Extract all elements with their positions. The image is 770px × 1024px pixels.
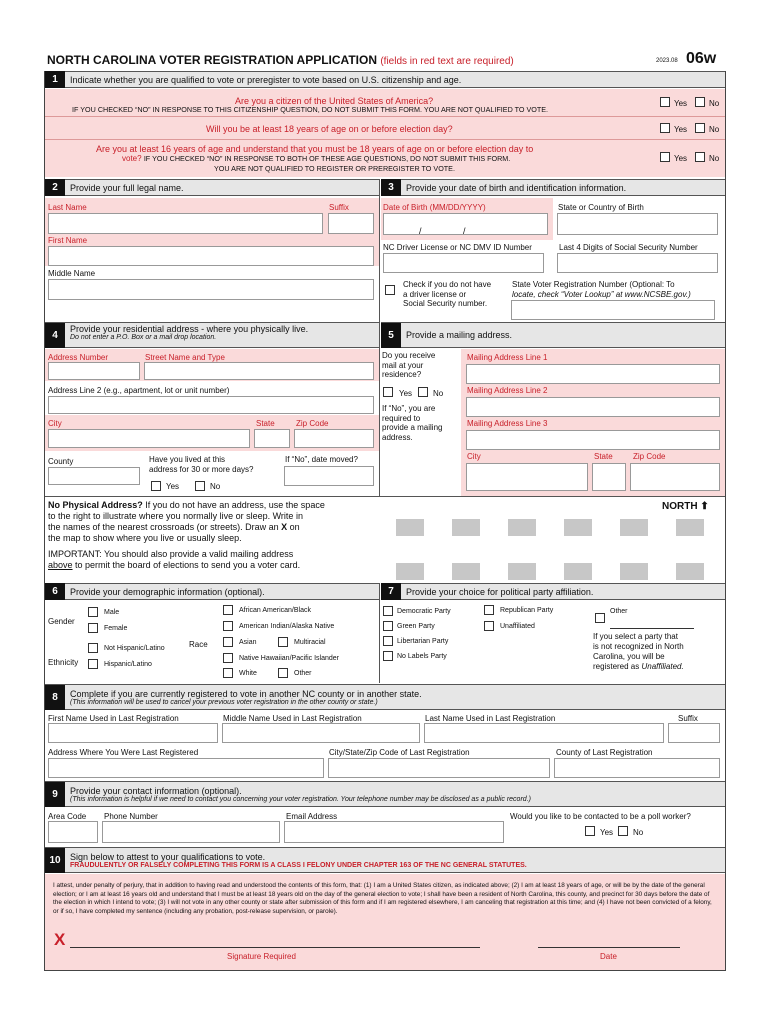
map-block bbox=[620, 519, 648, 536]
no-id-checkbox[interactable] bbox=[385, 285, 395, 295]
other-race-checkbox[interactable] bbox=[278, 668, 288, 678]
first-name-input[interactable] bbox=[48, 246, 374, 266]
other-party-label: Other bbox=[610, 608, 628, 615]
no-labels-label: No Labels Party bbox=[397, 653, 447, 660]
north-label: NORTH bbox=[662, 501, 698, 512]
hispanic-checkbox[interactable] bbox=[88, 659, 98, 669]
section-4-number: 4 bbox=[45, 323, 65, 348]
important-text-1: IMPORTANT: You should also provide a valid mailing address bbox=[48, 549, 294, 559]
not-hispanic-checkbox[interactable] bbox=[88, 643, 98, 653]
democratic-label: Democratic Party bbox=[397, 608, 451, 615]
mail-line3-label: Mailing Address Line 3 bbox=[467, 419, 548, 428]
mail-line2-label: Mailing Address Line 2 bbox=[467, 386, 548, 395]
moved-date-input[interactable] bbox=[284, 466, 374, 486]
no-address-heading: No Physical Address? bbox=[48, 500, 143, 510]
no-label: No bbox=[633, 828, 644, 837]
form-version: 2023.08 bbox=[656, 58, 678, 64]
phone-input[interactable] bbox=[102, 821, 280, 843]
prev-last-label: Last Name Used in Last Registration bbox=[425, 714, 556, 723]
x-mark-text: X bbox=[281, 522, 288, 532]
date-label: Date bbox=[600, 952, 617, 961]
voter-number-input[interactable] bbox=[511, 300, 715, 320]
yes-label: Yes bbox=[600, 828, 614, 837]
poll-no-checkbox[interactable] bbox=[618, 826, 628, 836]
county-label: County bbox=[48, 457, 74, 466]
section-6-header bbox=[45, 583, 379, 600]
section-5-title: Provide a mailing address. bbox=[406, 330, 513, 340]
suffix-label: Suffix bbox=[329, 203, 349, 212]
no-label: No bbox=[210, 482, 221, 491]
prev-middle-input[interactable] bbox=[222, 723, 420, 743]
section-1-header bbox=[45, 71, 725, 88]
signature-line[interactable] bbox=[70, 947, 480, 948]
age16-yes-checkbox[interactable] bbox=[660, 152, 670, 162]
section-3-number: 3 bbox=[381, 179, 401, 196]
divider bbox=[45, 116, 725, 117]
section-7-header bbox=[381, 583, 725, 600]
state-label: State bbox=[256, 419, 275, 428]
female-label: Female bbox=[104, 625, 128, 632]
citizen-note: IF YOU CHECKED “NO” IN RESPONSE TO THIS CITIZENSHIP QUESTION, DO NOT SUBMIT THIS FORM. YOU ARE NOT QUALIFIED TO VOTE. bbox=[72, 105, 549, 114]
prev-last-input[interactable] bbox=[424, 723, 664, 743]
republican-label: Republican Party bbox=[500, 607, 554, 614]
section-3-title: Provide your date of birth and identification information. bbox=[406, 182, 627, 193]
black-checkbox[interactable] bbox=[223, 605, 233, 615]
section-3-header bbox=[381, 179, 725, 196]
license-input[interactable] bbox=[383, 253, 544, 273]
mail-city-label: City bbox=[467, 452, 481, 461]
lived-question-1: Have you lived at this bbox=[149, 455, 226, 464]
section-2-number: 2 bbox=[45, 179, 65, 196]
phone-label: Phone Number bbox=[104, 812, 158, 821]
age16-no-checkbox[interactable] bbox=[695, 152, 705, 162]
section-9-header bbox=[45, 781, 725, 807]
last-name-label: Last Name bbox=[48, 203, 87, 212]
last-name-input[interactable] bbox=[48, 213, 323, 234]
yes-label: Yes bbox=[674, 154, 688, 163]
felony-warning: FRAUDULENTLY OR FALSELY COMPLETING THIS FORM IS A CLASS I FELONY UNDER CHAPTER 163 OF THE NC GENERAL STATUTES. bbox=[70, 861, 527, 869]
lived-question-2: address for 30 or more days? bbox=[149, 464, 254, 474]
birth-state-label: State or Country of Birth bbox=[558, 203, 644, 212]
section-4-subtitle: Do not enter a P.O. Box or a mail drop location. bbox=[70, 334, 217, 341]
moved-date-label: If “No”, date moved? bbox=[285, 455, 358, 464]
map-block bbox=[508, 563, 536, 580]
party-note-1: If you select a party that bbox=[593, 632, 678, 641]
map-block bbox=[676, 519, 704, 536]
lived-yes-checkbox[interactable] bbox=[151, 481, 161, 491]
section-5-number: 5 bbox=[381, 323, 401, 348]
multiracial-checkbox[interactable] bbox=[278, 637, 288, 647]
black-label: African American/Black bbox=[239, 607, 311, 614]
section-4-header bbox=[45, 322, 379, 348]
address-line2-input[interactable] bbox=[48, 396, 374, 414]
prev-first-input[interactable] bbox=[48, 723, 218, 743]
mail-note-1: If “No”, you are bbox=[382, 404, 436, 413]
democratic-checkbox[interactable] bbox=[383, 606, 393, 616]
zip-label: Zip Code bbox=[296, 419, 329, 428]
section-1-title: Indicate whether you are qualified to vote or preregister to vote based on U.S. citizenship and age. bbox=[70, 74, 462, 85]
citizen-yes-checkbox[interactable] bbox=[660, 97, 670, 107]
county-input[interactable] bbox=[48, 467, 140, 485]
email-input[interactable] bbox=[284, 821, 504, 843]
yes-label: Yes bbox=[166, 482, 180, 491]
dob-slash: / bbox=[463, 226, 466, 236]
mail-line2-input[interactable] bbox=[466, 397, 720, 417]
prev-address-input[interactable] bbox=[48, 758, 324, 778]
map-block bbox=[396, 563, 424, 580]
no-id-text-1: Check if you do not have bbox=[403, 280, 492, 289]
ethnicity-label: Ethnicity bbox=[48, 658, 79, 667]
divider bbox=[45, 496, 725, 497]
asian-checkbox[interactable] bbox=[223, 637, 233, 647]
mail-yes-checkbox[interactable] bbox=[383, 387, 393, 397]
first-name-label: First Name bbox=[48, 236, 88, 245]
no-labels-checkbox[interactable] bbox=[383, 651, 393, 661]
age16-question: Are you at least 16 years of age and understand that you must be 18 years of age on or before election day to bbox=[96, 144, 534, 154]
libertarian-checkbox[interactable] bbox=[383, 636, 393, 646]
green-label: Green Party bbox=[397, 623, 435, 630]
age18-question: Will you be at least 18 years of age on or before election day? bbox=[206, 124, 453, 134]
native-label: American Indian/Alaska Native bbox=[239, 623, 335, 630]
section-8-number: 8 bbox=[45, 685, 65, 710]
hawaiian-checkbox[interactable] bbox=[223, 653, 233, 663]
party-note-4: registered as bbox=[593, 662, 642, 671]
mail-note-3: provide a mailing bbox=[382, 423, 443, 432]
white-label: White bbox=[239, 670, 257, 677]
unaffiliated-checkbox[interactable] bbox=[484, 621, 494, 631]
zip-input[interactable] bbox=[294, 429, 374, 448]
no-address-text-2: to the right to illustrate where you normally live or sleep. Write in bbox=[48, 511, 303, 521]
divider bbox=[379, 583, 380, 683]
map-block bbox=[508, 519, 536, 536]
citizen-no-checkbox[interactable] bbox=[695, 97, 705, 107]
section-10-title: Sign below to attest to your qualifications to vote. bbox=[70, 851, 266, 862]
mail-note-2: required to bbox=[382, 413, 421, 423]
native-checkbox[interactable] bbox=[223, 621, 233, 631]
prev-suffix-label: Suffix bbox=[678, 714, 698, 723]
mail-question-1: Do you receive bbox=[382, 351, 436, 360]
address-line2-label: Address Line 2 (e.g., apartment, lot or unit number) bbox=[48, 386, 230, 395]
voter-number-label-2: locate, check “Voter Lookup” at www.NCSBE.gov.) bbox=[512, 289, 691, 299]
mail-city-input[interactable] bbox=[466, 463, 588, 491]
section-4-title: Provide your residential address - where you physically live. bbox=[70, 324, 309, 334]
hawaiian-label: Native Hawaiian/Pacific Islander bbox=[239, 655, 339, 662]
no-label: No bbox=[709, 99, 720, 108]
form-title bbox=[47, 53, 514, 67]
prev-suffix-input[interactable] bbox=[668, 723, 720, 743]
divider bbox=[379, 322, 380, 496]
age-note-2: YOU ARE NOT QUALIFIED TO REGISTER OR PREREGISTER TO VOTE. bbox=[214, 164, 455, 173]
no-label: No bbox=[433, 389, 444, 398]
map-block bbox=[452, 519, 480, 536]
dob-label: Date of Birth (MM/DD/YYYY) bbox=[383, 203, 486, 212]
section-9-title: Provide your contact information (optional). bbox=[70, 785, 242, 796]
mail-zip-input[interactable] bbox=[630, 463, 720, 491]
map-block bbox=[452, 563, 480, 580]
race-label: Race bbox=[189, 640, 208, 649]
section-8-subtitle: (This information will be used to cancel your previous voter registration in the other county or state.) bbox=[70, 698, 378, 706]
mail-question-2: mail at your bbox=[382, 360, 424, 370]
lived-no-checkbox[interactable] bbox=[195, 481, 205, 491]
title-text: NORTH CAROLINA VOTER REGISTRATION APPLICATION bbox=[47, 53, 377, 67]
mail-line3-input[interactable] bbox=[466, 430, 720, 450]
section-6-title: Provide your demographic information (optional). bbox=[70, 586, 265, 597]
section-2-title: Provide your full legal name. bbox=[70, 182, 184, 193]
ssn-label: Last 4 Digits of Social Security Number bbox=[559, 243, 698, 252]
section-9-subtitle: (This information is helpful if we need to contact you concerning your voter registration. Your telephone number may be disclosed as a public record.) bbox=[70, 795, 531, 803]
age18-yes-checkbox[interactable] bbox=[660, 123, 670, 133]
map-block bbox=[676, 563, 704, 580]
no-address-text-1: If you do not have an address, use the space bbox=[142, 500, 325, 510]
citizen-question: Are you a citizen of the United States of America? bbox=[235, 96, 434, 106]
mail-zip-label: Zip Code bbox=[633, 452, 666, 461]
birth-state-input[interactable] bbox=[557, 213, 718, 235]
poll-yes-checkbox[interactable] bbox=[585, 826, 595, 836]
libertarian-label: Libertarian Party bbox=[397, 638, 449, 645]
white-checkbox[interactable] bbox=[223, 668, 233, 678]
section-7-title: Provide your choice for political party affiliation. bbox=[406, 586, 594, 597]
section-8-header bbox=[45, 684, 725, 710]
map-block bbox=[564, 563, 592, 580]
form-code: 06w bbox=[686, 50, 717, 67]
no-address-text-4: the map to show where you live or usually sleep. bbox=[48, 533, 242, 543]
state-input[interactable] bbox=[254, 429, 290, 448]
street-input[interactable] bbox=[144, 362, 374, 380]
age18-no-checkbox[interactable] bbox=[695, 123, 705, 133]
suffix-input[interactable] bbox=[328, 213, 374, 234]
other-party-input[interactable] bbox=[610, 628, 694, 629]
no-label: No bbox=[709, 154, 720, 163]
mail-note-4: address. bbox=[382, 432, 413, 442]
section-5-header bbox=[381, 322, 725, 348]
age-note-1: IF YOU CHECKED “NO” IN RESPONSE TO BOTH OF THESE AGE QUESTIONS, DO NOT SUBMIT THIS FORM. bbox=[143, 154, 511, 163]
section-6-number: 6 bbox=[45, 583, 65, 600]
important-text-2: to permit the board of elections to send you a voter card. bbox=[72, 560, 301, 570]
party-note-2: is not recognized in North bbox=[593, 642, 684, 651]
section-2-header bbox=[45, 179, 379, 196]
signature-x-mark: X bbox=[54, 930, 66, 949]
prev-county-label: County of Last Registration bbox=[556, 748, 653, 757]
map-block bbox=[564, 519, 592, 536]
not-hispanic-label: Not Hispanic/Latino bbox=[104, 645, 165, 652]
prev-middle-label: Middle Name Used in Last Registration bbox=[223, 714, 362, 723]
mail-line1-label: Mailing Address Line 1 bbox=[467, 353, 548, 362]
hispanic-label: Hispanic/Latino bbox=[104, 661, 152, 668]
yes-label: Yes bbox=[674, 125, 688, 134]
prev-county-input[interactable] bbox=[554, 758, 720, 778]
yes-label: Yes bbox=[674, 99, 688, 108]
other-race-label: Other bbox=[294, 670, 312, 677]
prev-csz-label: City/State/Zip Code of Last Registration bbox=[329, 748, 470, 757]
email-label: Email Address bbox=[286, 812, 338, 821]
address-number-label: Address Number bbox=[48, 353, 109, 362]
male-label: Male bbox=[104, 609, 120, 616]
mail-state-input[interactable] bbox=[592, 463, 626, 491]
attestation-text: I attest, under penalty of perjury, that in addition to having read and understood the contents of this form, that: (1) I am a United States citizen, as indicated above; (2) I am at least 18 years of age, or will be by the date of the general election; or I am at least 16 years old and understand that I must be at least 18 years old on the day of the general election to vote; I shall have been a resident of North Carolina, this county, and precinct for 30 days before the date of the election in which I intend to vote; (3) I will not vote in any other county or state after submission of this form and if I am registered elsewhere, I am canceling that registration at this time; and (4) I have not been convicted of a felony, or if so, I have completed my sentence (including any probation, post-release supervision, or parole). bbox=[53, 882, 712, 915]
license-label: NC Driver License or NC DMV ID Number bbox=[383, 243, 532, 252]
mail-state-label: State bbox=[594, 452, 613, 461]
divider bbox=[45, 139, 725, 140]
ssn-input[interactable] bbox=[557, 253, 718, 273]
north-indicator bbox=[662, 501, 709, 512]
area-code-label: Area Code bbox=[48, 812, 87, 821]
asian-label: Asian bbox=[239, 639, 257, 646]
voter-number-label-1: State Voter Registration Number (Optional: To bbox=[512, 280, 675, 289]
area-code-input[interactable] bbox=[48, 821, 98, 843]
section-8-title: Complete if you are currently registered to vote in another NC county or in another state. bbox=[70, 688, 422, 699]
required-note: (fields in red text are required) bbox=[380, 56, 514, 67]
map-block bbox=[620, 563, 648, 580]
city-input[interactable] bbox=[48, 429, 250, 448]
poll-worker-question: Would you like to be contacted to be a poll worker? bbox=[510, 812, 691, 821]
divider bbox=[379, 179, 380, 322]
street-label: Street Name and Type bbox=[145, 353, 225, 362]
mail-no-checkbox[interactable] bbox=[418, 387, 428, 397]
address-number-input[interactable] bbox=[48, 362, 140, 380]
section-9-number: 9 bbox=[45, 782, 65, 807]
middle-name-label: Middle Name bbox=[48, 269, 96, 278]
prev-address-label: Address Where You Were Last Registered bbox=[48, 748, 199, 757]
section-10-number: 10 bbox=[45, 848, 65, 873]
prev-first-label: First Name Used in Last Registration bbox=[48, 714, 179, 723]
green-checkbox[interactable] bbox=[383, 621, 393, 631]
section-10-header bbox=[45, 847, 725, 873]
city-label: City bbox=[48, 419, 62, 428]
north-arrow-icon: ⬆ bbox=[700, 501, 709, 512]
important-above: above bbox=[48, 560, 73, 570]
no-address-text-3b: on bbox=[287, 522, 300, 532]
date-line[interactable] bbox=[538, 947, 680, 948]
gender-label: Gender bbox=[48, 617, 75, 626]
unaffiliated-label: Unaffiliated bbox=[500, 623, 535, 630]
map-block bbox=[396, 519, 424, 536]
age16-question-end: vote? bbox=[122, 154, 142, 163]
dob-slash: / bbox=[419, 226, 422, 236]
no-id-text-2: a driver license or bbox=[403, 289, 467, 299]
mail-line1-input[interactable] bbox=[466, 364, 720, 384]
mail-question-3: residence? bbox=[382, 370, 422, 379]
republican-checkbox[interactable] bbox=[484, 605, 494, 615]
prev-csz-input[interactable] bbox=[328, 758, 550, 778]
multiracial-label: Multiracial bbox=[294, 639, 326, 646]
no-address-text-3: the names of the nearest crossroads (or streets). Draw an bbox=[48, 522, 282, 532]
party-note-3: Carolina, you will be bbox=[593, 652, 665, 661]
middle-name-input[interactable] bbox=[48, 279, 374, 300]
other-party-checkbox[interactable] bbox=[595, 613, 605, 623]
signature-label: Signature Required bbox=[227, 952, 296, 961]
female-checkbox[interactable] bbox=[88, 623, 98, 633]
yes-label: Yes bbox=[399, 389, 413, 398]
no-label: No bbox=[709, 125, 720, 134]
no-id-text-3: Social Security number. bbox=[403, 299, 488, 308]
male-checkbox[interactable] bbox=[88, 607, 98, 617]
section-7-number: 7 bbox=[381, 583, 401, 600]
party-note-unaffiliated: Unaffiliated. bbox=[641, 662, 684, 671]
section-1-number: 1 bbox=[45, 71, 65, 88]
